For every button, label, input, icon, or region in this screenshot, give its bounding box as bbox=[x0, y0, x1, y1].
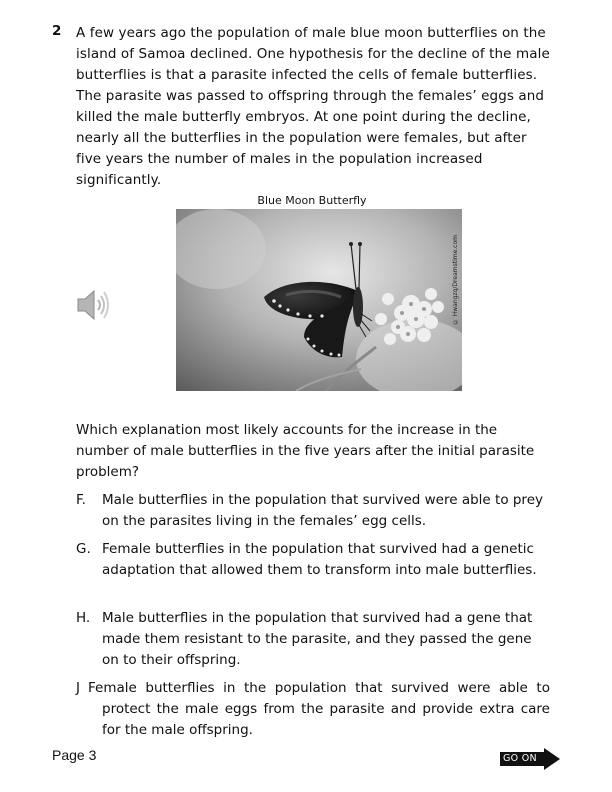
question-prompt: Which explanation most likely accounts for the increase in the number of male butterflies in the five years after the initial parasite problem? bbox=[76, 422, 535, 480]
choice-g[interactable] bbox=[76, 539, 550, 581]
page-number: Page 3 bbox=[52, 747, 97, 763]
choice-f[interactable] bbox=[76, 490, 550, 532]
choice-letter: G. bbox=[76, 541, 91, 557]
butterfly-image bbox=[176, 209, 462, 391]
go-on-label: GO ON bbox=[503, 753, 537, 764]
choice-letter: H. bbox=[76, 610, 91, 626]
question-stem: A few years ago the population of male blue moon butterflies on the island of Samoa declined. One hypothesis for the decline of the male butterflies is that a parasite infected the cells of female butterflies. The parasite was passed to offspring through the females’ eggs and killed the male butterfly embryos. At one point during the decline, nearly all the butterflies in the population were females, but after five years the number of males in the population increased significantly. bbox=[76, 25, 550, 188]
choice-h[interactable] bbox=[76, 608, 550, 671]
choice-text: Female butterflies in the population that survived had a genetic adaptation that allowed them to transform into male butterflies. bbox=[102, 541, 537, 578]
choice-letter: J bbox=[76, 680, 80, 696]
speaker-icon[interactable] bbox=[74, 286, 114, 324]
figure-title: Blue Moon Butterfly bbox=[257, 194, 367, 207]
butterfly-photo bbox=[176, 209, 462, 391]
choice-j[interactable] bbox=[76, 678, 550, 741]
choice-text: Male butterflies in the population that survived had a gene that made them resistant to the parasite, and they passed the gene on to their offspring. bbox=[102, 610, 533, 668]
go-on-button[interactable] bbox=[500, 748, 560, 770]
photo-credit: © Hwangzq/Dreamstime.com bbox=[452, 235, 459, 326]
choice-text: Female butterflies in the population that survived were able to protect the male eggs from the parasite and provide extra care for the male offspring. bbox=[88, 680, 550, 738]
question-number: 2 bbox=[52, 23, 62, 39]
choice-letter: F. bbox=[76, 492, 86, 508]
choice-text: Male butterflies in the population that survived were able to prey on the parasites living in the females’ egg cells. bbox=[102, 492, 543, 529]
